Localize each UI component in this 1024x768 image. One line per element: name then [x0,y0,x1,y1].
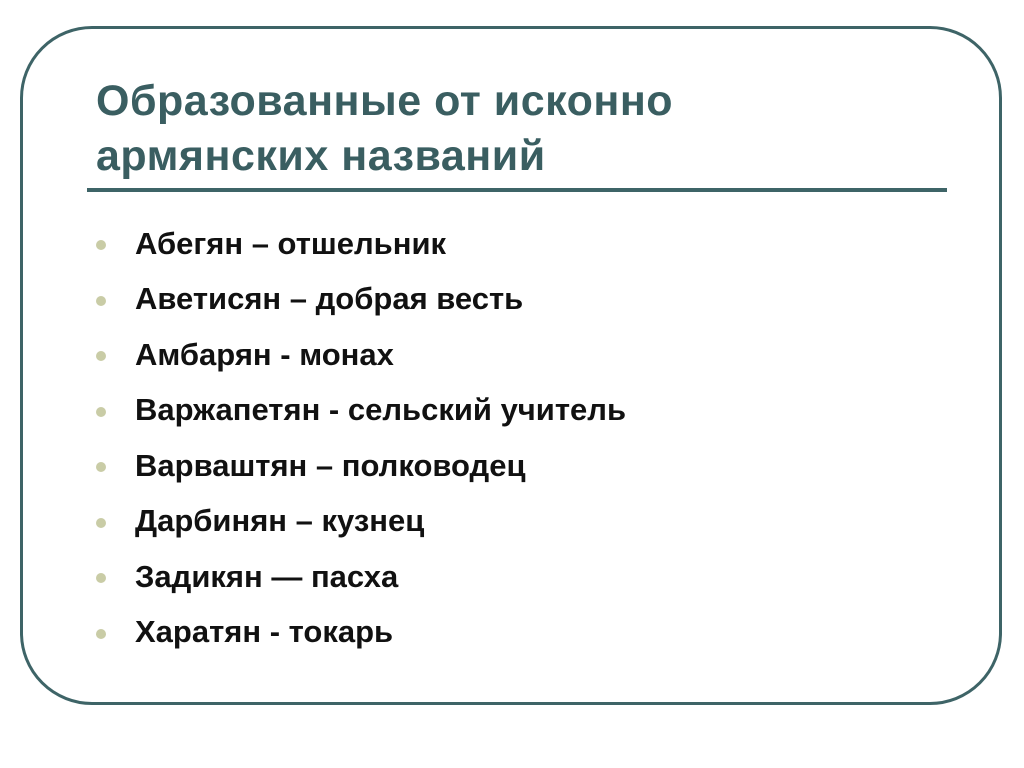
list-item [96,327,626,383]
list-item [96,605,626,661]
list-item [96,216,626,272]
list-item-text: Харатян - токарь [135,614,394,650]
bullet-icon [96,518,106,528]
list-item-text: Аветисян – добрая весть [135,281,524,317]
list-item [96,438,626,494]
title-divider [87,188,947,192]
list-item-text: Варваштян – полководец [135,447,526,483]
title-line-1: Образованные от исконно [96,77,674,125]
list-item-text: Дарбинян – кузнец [135,503,425,539]
list-item [96,383,626,439]
bullet-icon [96,240,106,250]
bullet-icon [96,573,106,583]
list-item-text: Варжапетян - сельский учитель [135,392,627,428]
list-item-text: Абегян – отшельник [135,225,447,261]
bullet-icon [96,629,106,639]
list-item-text: Задикян — пасха [135,558,399,594]
bullet-icon [96,351,106,361]
list-item [96,549,626,605]
slide-title [96,74,956,184]
list-item-text: Амбарян - монах [135,336,394,372]
bullet-icon [96,296,106,306]
list-item [96,272,626,328]
list-item [96,494,626,550]
bullet-icon [96,462,106,472]
bullet-list [96,216,626,660]
title-line-2: армянских названий [96,132,546,180]
bullet-icon [96,407,106,417]
